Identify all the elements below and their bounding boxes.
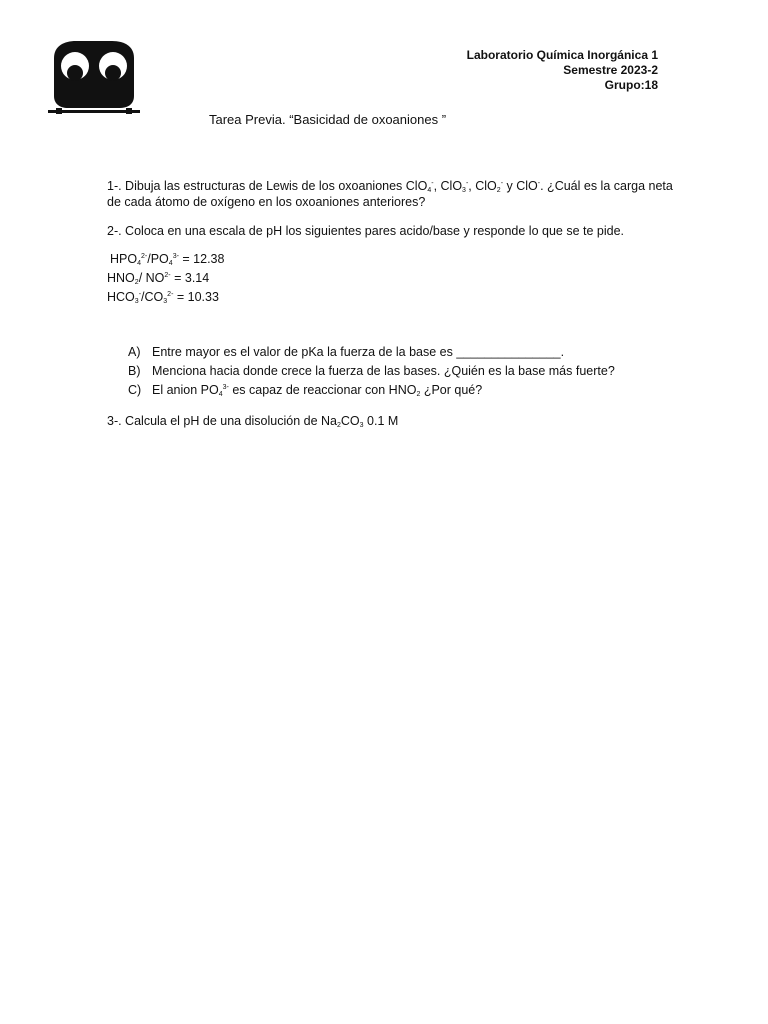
question-1-line-1: 1-. Dibuja las estructuras de Lewis de los oxoaniones ClO$_4$-, ClO$_3$-, ClO$_2$- y ClO-. ¿Cuál es la carga neta (107, 179, 673, 194)
pair-hco3-co3: $HCO_3^-/CO_3^{2-} = 10.33$ (107, 290, 219, 305)
pair-hno2-no2: $HNO_2/$ $NO^{2-} = 3.14$ (107, 271, 210, 286)
institution-logo (48, 40, 140, 114)
sub-question-b: B) Menciona hacia donde crece la fuerza de las bases. ¿Quién es la base más fuerte? (128, 364, 615, 378)
question-3: 3-. Calcula el pH de una disolución de $Na_2CO_3$ 0.1 M (107, 414, 399, 429)
sub-question-c: C) El anion $PO_4^{3-}$ es capaz de reaccionar con $HNO_2$ ¿Por qué? (128, 383, 483, 398)
question-2-intro: 2-. Coloca en una escala de pH los siguientes pares acido/base y responde lo que se te pide. (107, 224, 624, 238)
header-group: Grupo:18 (604, 78, 658, 92)
document-title: Tarea Previa. “Basicidad de oxoaniones ” (209, 112, 447, 127)
question-1-line-2: de cada átomo de oxígeno en los oxoaniones anteriores? (107, 195, 426, 209)
sub-question-a: A) Entre mayor es el valor de pKa la fuerza de la base es _______________. (128, 345, 565, 359)
header-semester: Semestre 2023-2 (563, 63, 658, 77)
pair-hpo4-po4: $HPO_4^{2-}/PO_4^{3-} = 12.38$ (110, 252, 225, 267)
header-lab: Laboratorio Química Inorgánica 1 (466, 48, 658, 62)
